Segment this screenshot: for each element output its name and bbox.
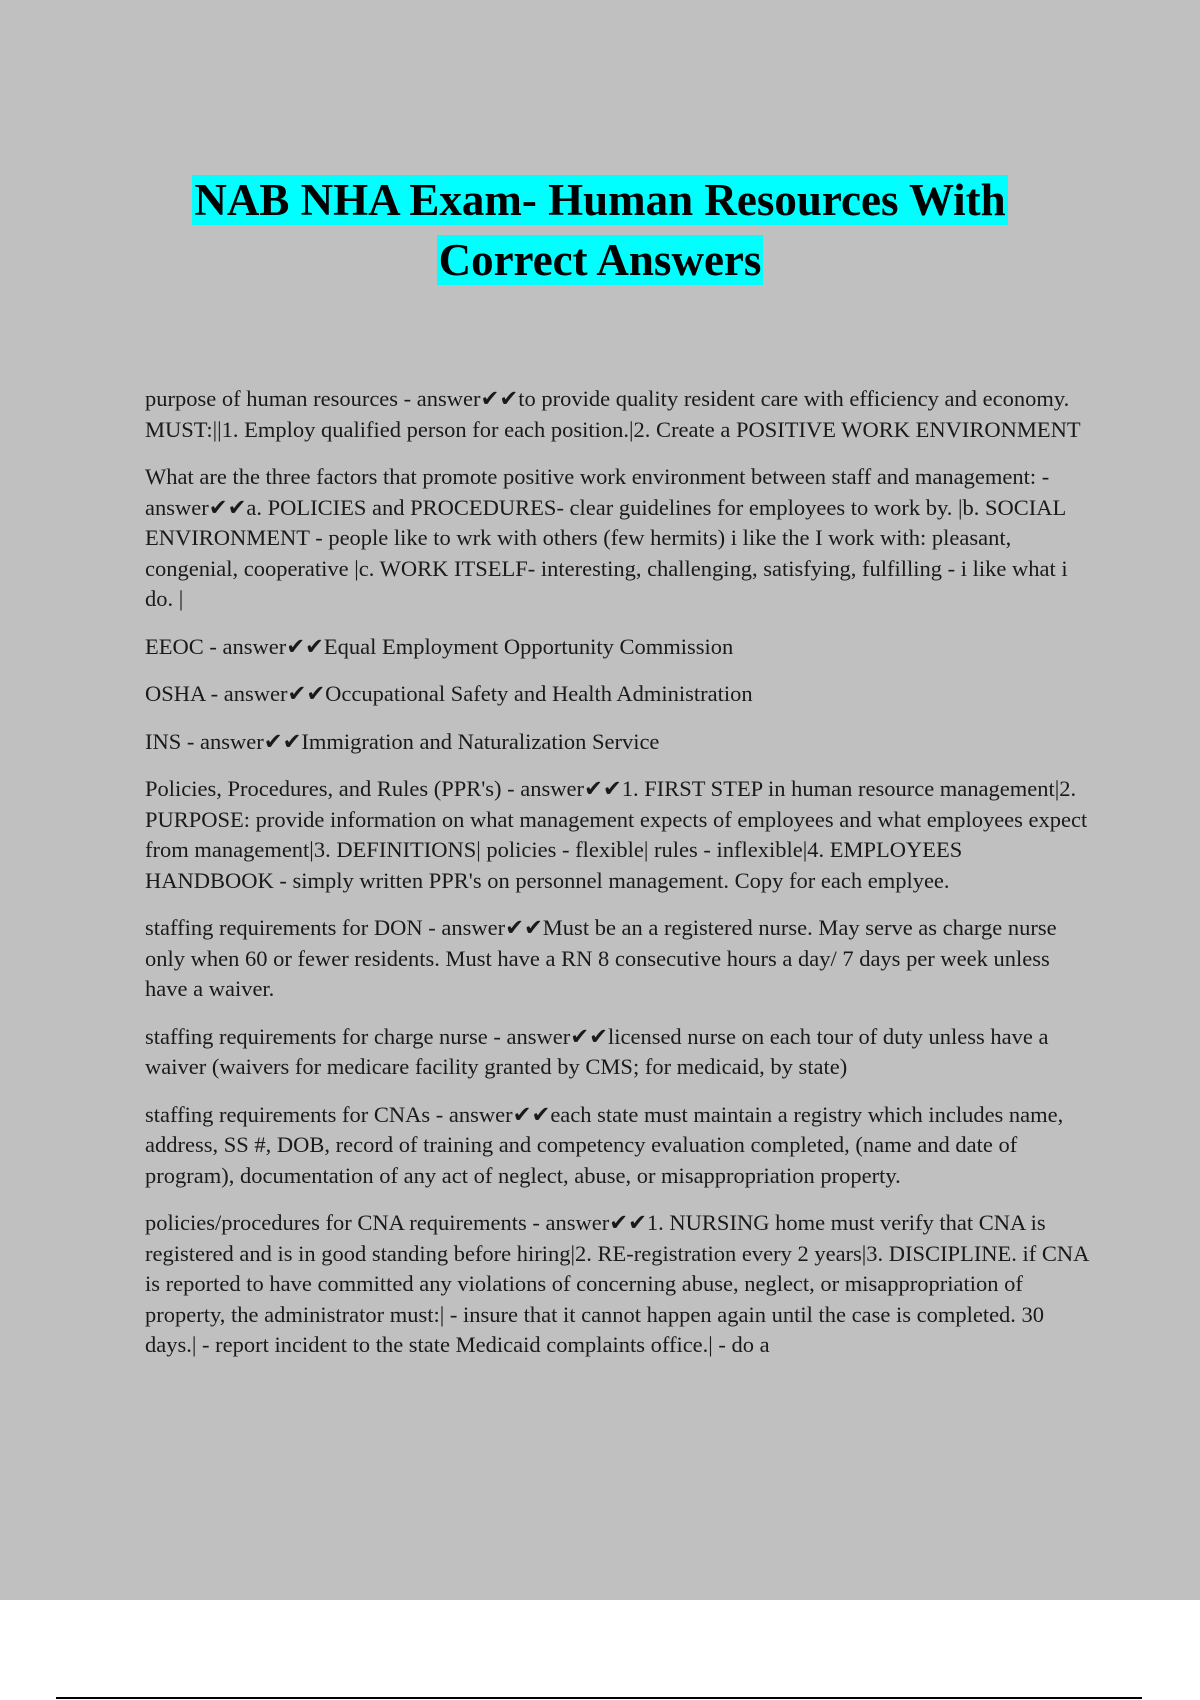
qa-paragraph: purpose of human resources - answer✔✔to provide quality resident care with efficiency and economy. MUST:||1. Employ qualified person for each position.|2. Create a POSITIVE WORK ENVIRONMENT	[145, 386, 1081, 442]
document-title	[0, 170, 1200, 290]
title-line-2: Correct Answers	[438, 235, 762, 285]
qa-paragraph: policies/procedures for CNA requirements - answer✔✔1. NURSING home must verify that CNA is registered and is in good standing before hiring|2. RE-registration every 2 years|3. DISCIPLINE. if CNA is reported to have committed any violations of concerning abuse, neglect, or misappropriation of property, the administrator must:| - insure that it cannot happen again until the case is completed. 30 days.| - report incident to the state Medicaid complaints office.| - do a	[145, 1210, 1089, 1357]
qa-paragraph: OSHA - answer✔✔Occupational Safety and Health Administration	[145, 681, 753, 706]
document-body	[145, 384, 1095, 1378]
qa-paragraph: staffing requirements for DON - answer✔✔Must be an a registered nurse. May serve as charge nurse only when 60 or fewer residents. Must have a RN 8 consecutive hours a day/ 7 days per week unless have a waiver.	[145, 915, 1057, 1001]
title-line-1: NAB NHA Exam- Human Resources With	[194, 175, 1006, 225]
qa-paragraph: staffing requirements for CNAs - answer✔✔each state must maintain a registry which includes name, address, SS #, DOB, record of training and competency evaluation completed, (name and date of program), documentation of any act of neglect, abuse, or misappropriation property.	[145, 1101, 1064, 1188]
qa-paragraph: INS - answer✔✔Immigration and Naturalization Service	[145, 728, 660, 754]
footer-divider	[56, 1697, 1142, 1699]
qa-paragraph: EEOC - answer✔✔Equal Employment Opportunity Commission	[145, 633, 734, 659]
qa-paragraph: staffing requirements for charge nurse - answer✔✔licensed nurse on each tour of duty unless have a waiver (waivers for medicare facility granted by CMS; for medicaid, by state)	[145, 1023, 1049, 1079]
qa-paragraph: Policies, Procedures, and Rules (PPR's) - answer✔✔1. FIRST STEP in human resource management|2. PURPOSE: provide information on what management expects of employees and what employees expect from management|3. DEFINITIONS| policies - flexible| rules - inflexible|4. EMPLOYEES HANDBOOK - simply written PPR's on personnel management. Copy for each emplyee.	[145, 776, 1088, 893]
qa-paragraph: What are the three factors that promote positive work environment between staff and management: - answer✔✔a. POLICIES and PROCEDURES- clear guidelines for employees to work by. |b. SOCIAL ENVIRONMENT - people like to wrk with others (few hermits) i like the I work with: pleasant, congenial, cooperative |c. WORK ITSELF- interesting, challenging, satisfying, fulfilling - i like what i do. |	[145, 464, 1068, 611]
